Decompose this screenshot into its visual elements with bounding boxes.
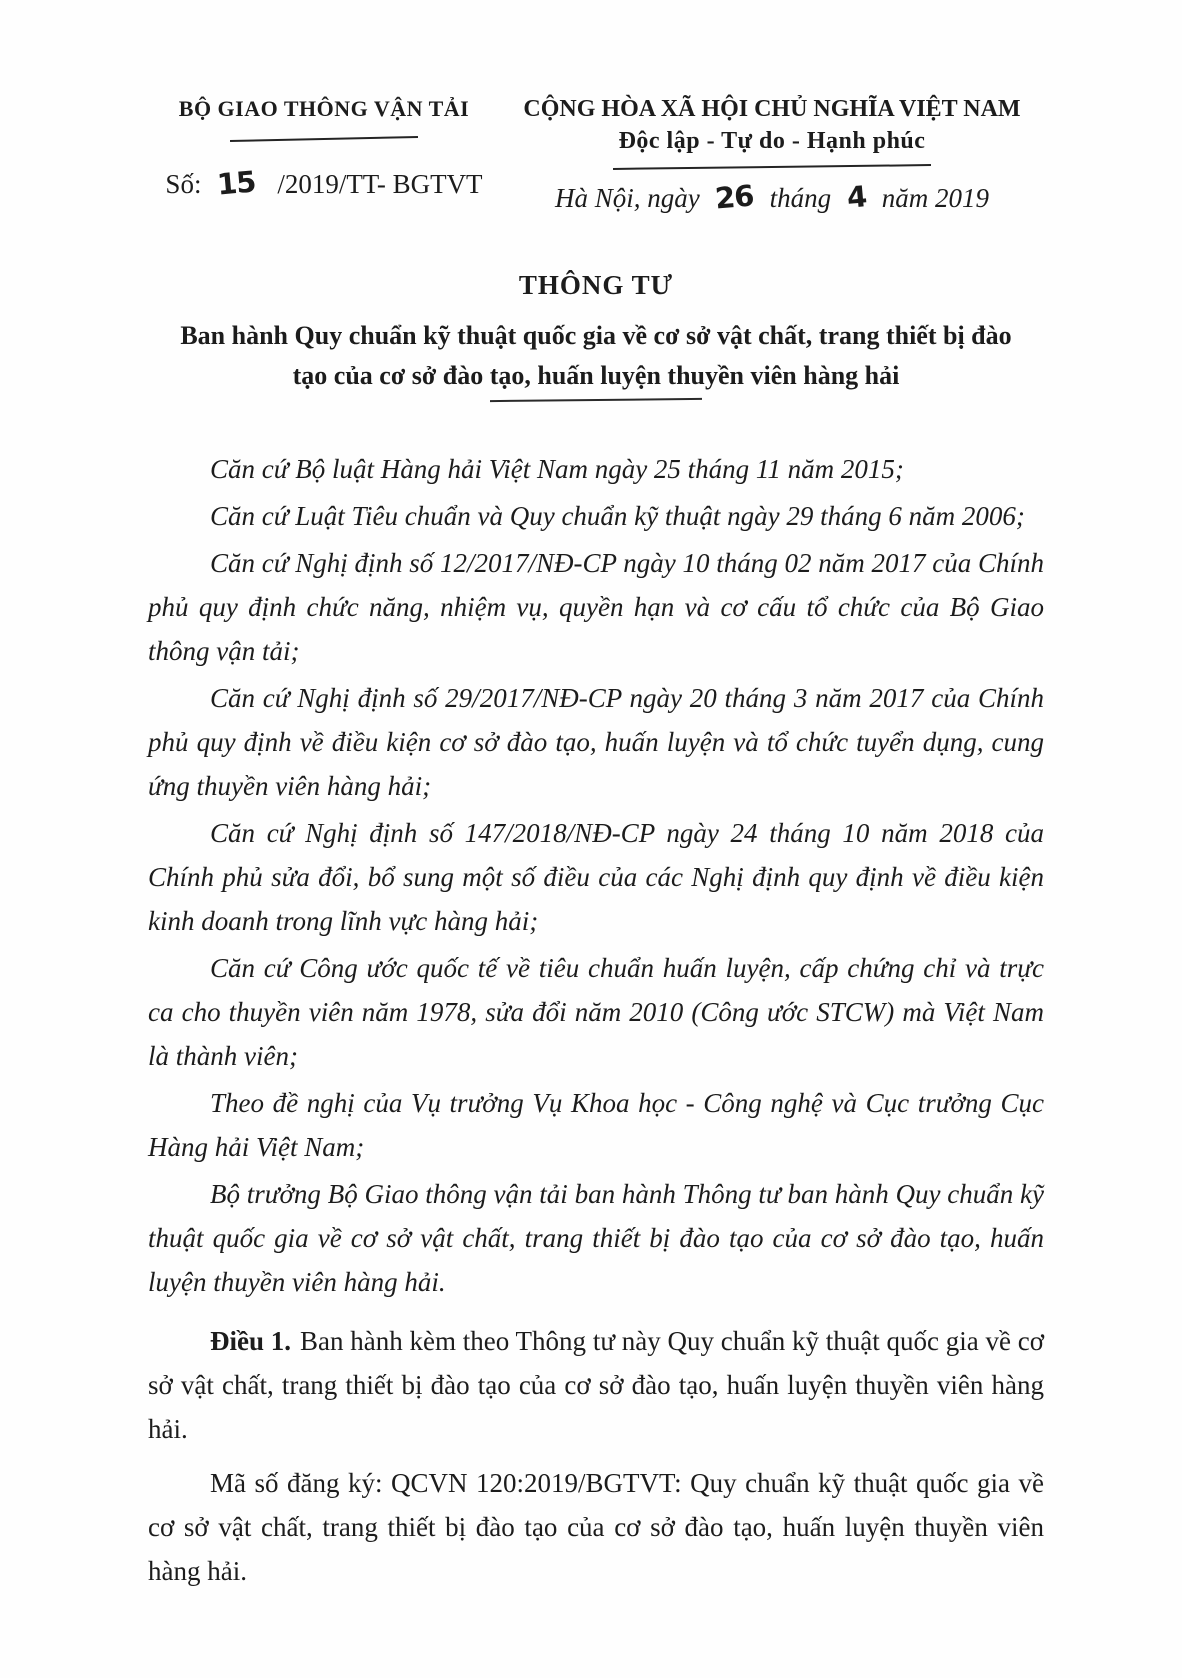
registration-code-paragraph: Mã số đăng ký: QCVN 120:2019/BGTVT: Quy chuẩn kỹ thuật quốc gia về cơ sở vật chất, trang thiết bị đào tạo của cơ sở đào tạo, huấn luyện thuyền viên hàng hải. [148, 1468, 1044, 1586]
preamble-section [148, 447, 1044, 1304]
document-type-title: THÔNG TƯ [518, 270, 674, 300]
document-subject [148, 316, 1044, 396]
national-header-block [500, 96, 1044, 214]
preamble-paragraph: Căn cứ Nghị định số 147/2018/NĐ-CP ngày 24 tháng 10 năm 2018 của Chính phủ sửa đổi, bổ sung một số điều của các Nghị định quy định về điều kiện kinh doanh trong lĩnh vực hàng hải; [148, 818, 1044, 936]
preamble-paragraph: Căn cứ Nghị định số 12/2017/NĐ-CP ngày 10 tháng 02 năm 2017 của Chính phủ quy định chức năng, nhiệm vụ, quyền hạn và cơ cấu tổ chức của Bộ Giao thông vận tải; [148, 548, 1044, 666]
preamble-paragraph: Theo đề nghị của Vụ trưởng Vụ Khoa học - Công nghệ và Cục trưởng Cục Hàng hải Việt Nam; [148, 1088, 1044, 1162]
document-subject-line-1: Ban hành Quy chuẩn kỹ thuật quốc gia về cơ sở vật chất, trang thiết bị đào [180, 321, 1012, 350]
preamble-paragraph: Bộ trưởng Bộ Giao thông vận tải ban hành Thông tư ban hành Quy chuẩn kỹ thuật quốc gia về cơ sở vật chất, trang thiết bị đào tạo của cơ sở đào tạo, huấn luyện thuyền viên hàng hải. [148, 1179, 1044, 1297]
document-number-handwritten: 15 [215, 164, 257, 202]
issuing-agency-name: BỘ GIAO THÔNG VẬN TẢI [178, 96, 470, 121]
preamble-paragraph: Căn cứ Bộ luật Hàng hải Việt Nam ngày 25 tháng 11 năm 2015; [210, 454, 904, 484]
national-title: CỘNG HÒA XÃ HỘI CHỦ NGHĨA VIỆT NAM [523, 96, 1021, 122]
preamble-paragraph: Căn cứ Luật Tiêu chuẩn và Quy chuẩn kỹ thuật ngày 29 tháng 6 năm 2006; [210, 501, 1025, 531]
document-number-line [148, 166, 500, 200]
document-header [148, 96, 1044, 214]
document-subject-line-2: tạo của cơ sở đào tạo, huấn luyện thuyền viên hàng hải [292, 361, 900, 390]
national-motto: Độc lập - Tự do - Hạnh phúc [618, 128, 926, 154]
national-motto-underline [613, 164, 931, 170]
article-1-label: Điều 1. [210, 1326, 292, 1356]
date-day-handwritten: 26 [714, 178, 756, 216]
document-number-label: Số: [165, 169, 202, 199]
articles-section [148, 1319, 1044, 1593]
date-suffix: năm 2019 [881, 183, 990, 213]
date-middle: tháng [769, 183, 832, 213]
preamble-paragraph: Căn cứ Nghị định số 29/2017/NĐ-CP ngày 20 tháng 3 năm 2017 của Chính phủ quy định về điều kiện cơ sở đào tạo, huấn luyện và tổ chức tuyển dụng, cung ứng thuyền viên hàng hải; [148, 683, 1044, 801]
article-1-text: Ban hành kèm theo Thông tư này Quy chuẩn kỹ thuật quốc gia về cơ sở vật chất, trang thiết bị đào tạo của cơ sở đào tạo, huấn luyện thuyền viên hàng hải. [148, 1326, 1045, 1444]
preamble-paragraph: Căn cứ Công ước quốc tế về tiêu chuẩn huấn luyện, cấp chứng chỉ và trực ca cho thuyền viên năm 1978, sửa đổi năm 2010 (Công ước STCW) mà Việt Nam là thành viên; [148, 953, 1044, 1071]
issuing-agency-block [148, 96, 500, 200]
document-subject-underline [490, 398, 702, 402]
place-date-line [500, 180, 1044, 214]
date-month-handwritten: 4 [845, 179, 868, 215]
article-1-paragraph [148, 1319, 1044, 1451]
date-prefix: Hà Nội, ngày [554, 183, 700, 213]
title-block [148, 270, 1044, 401]
issuing-agency-underline [230, 136, 418, 142]
document-number-suffix: /2019/TT- BGTVT [277, 169, 483, 199]
